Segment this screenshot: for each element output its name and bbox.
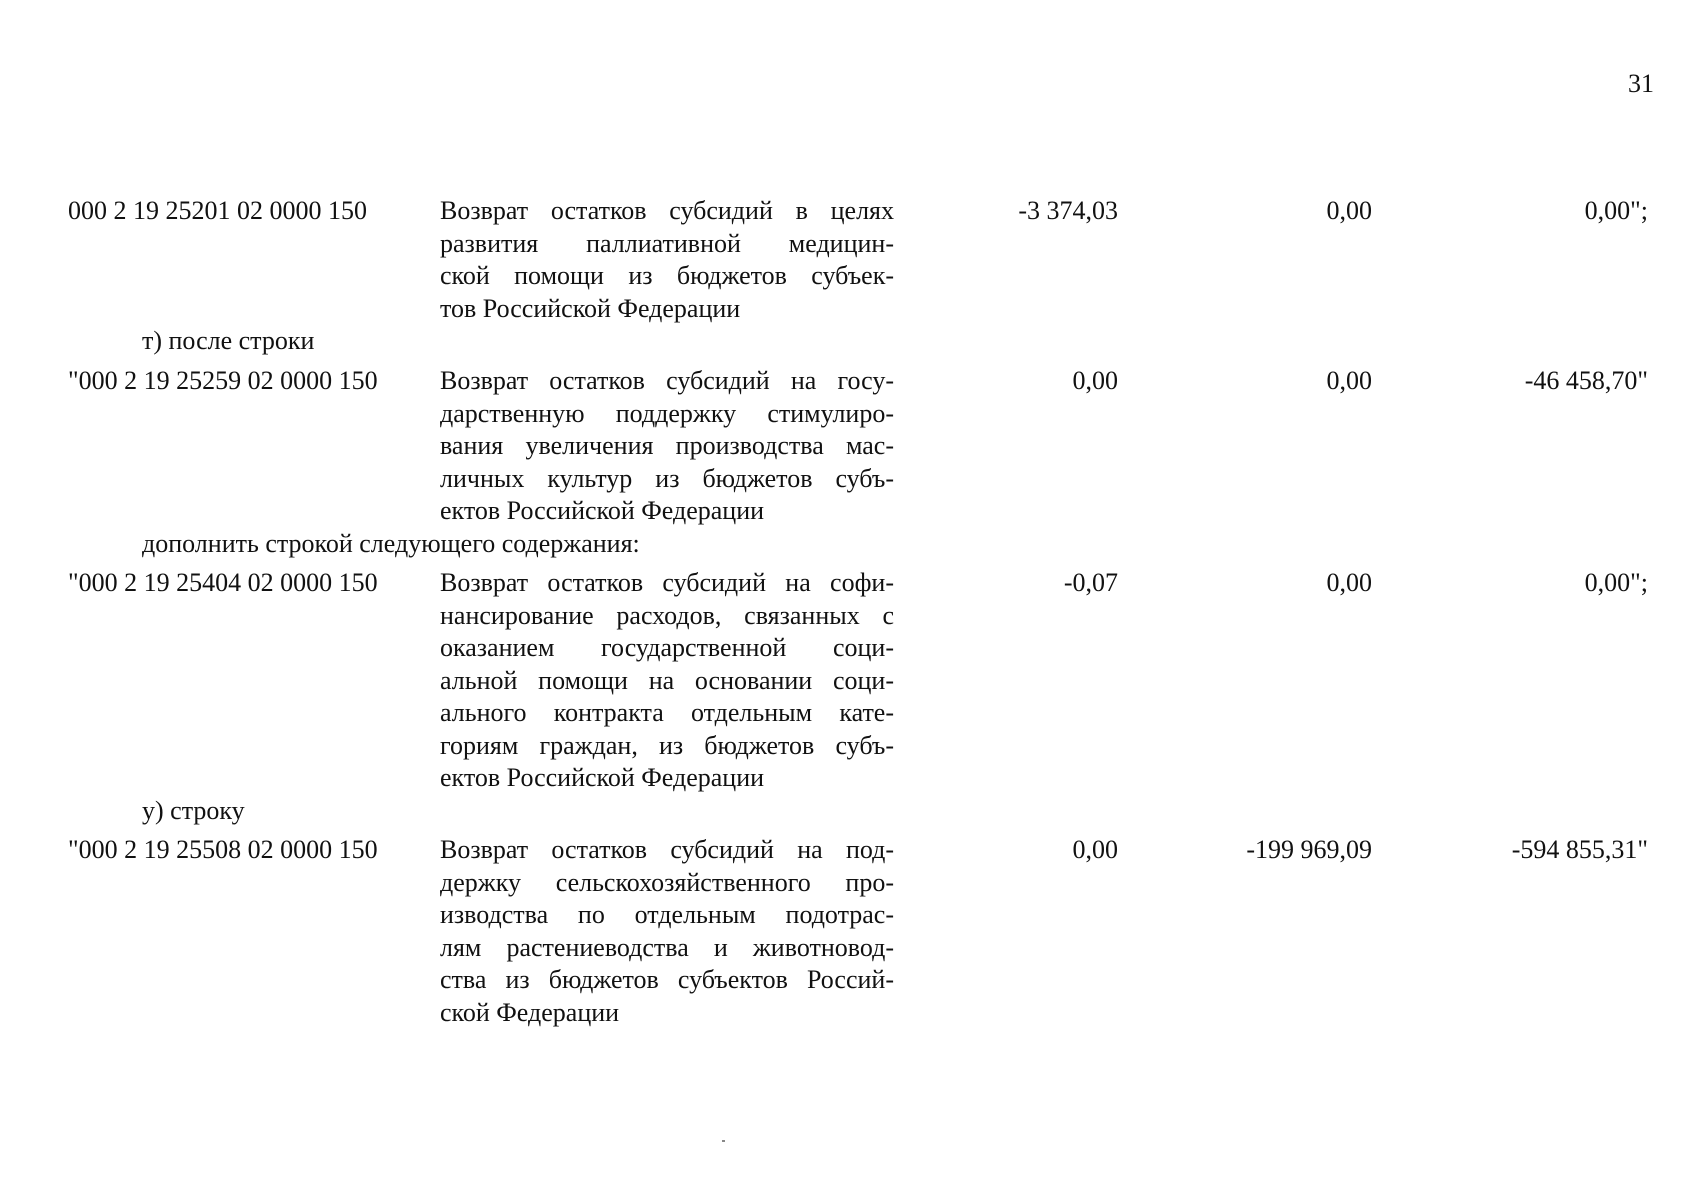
- description-line: Возврат остатков субсидий в целях: [440, 196, 894, 225]
- note-after-row: т) после строки: [142, 326, 315, 355]
- description-line: дарственную поддержку стимулиро-: [440, 398, 894, 428]
- description-line: ской Федерации: [440, 997, 620, 1027]
- description-line: ства из бюджетов субъектов Россий-: [440, 965, 894, 994]
- description-line: оказанием государственной соци-: [440, 633, 894, 662]
- row-description: [440, 834, 894, 1029]
- row-description: [440, 195, 894, 325]
- description-line: ектов Российской Федерации: [440, 496, 765, 525]
- description-line: ской помощи из бюджетов субъек-: [440, 261, 894, 290]
- budget-code: "000 2 19 25508 02 0000 150: [68, 835, 378, 864]
- description-line: развития паллиативной медицин-: [440, 228, 894, 258]
- description-line: гориям граждан, из бюджетов субъ-: [440, 730, 894, 760]
- description-line: нансирование расходов, связанных с: [440, 600, 894, 630]
- budget-code: 000 2 19 25201 02 0000 150: [68, 196, 367, 225]
- value-col-1: -0,07: [1063, 568, 1118, 597]
- description-line: тов Российской Федерации: [440, 293, 741, 323]
- value-col-2: 0,00: [1326, 568, 1372, 597]
- value-col-2: 0,00: [1326, 366, 1372, 395]
- description-line: вания увеличения производства мас-: [440, 431, 894, 460]
- description-line: ального контракта отдельным кате-: [440, 698, 894, 727]
- note-add-row: дополнить строкой следующего содержания:: [142, 529, 640, 558]
- page-number: 31: [1628, 69, 1654, 98]
- description-line: изводства по отдельным подотрас-: [440, 900, 894, 929]
- description-line: лям растениеводства и животновод-: [440, 932, 894, 962]
- budget-code: "000 2 19 25259 02 0000 150: [68, 366, 378, 395]
- value-col-2: -199 969,09: [1246, 835, 1372, 864]
- description-line: Возврат остатков субсидий на софи-: [440, 568, 894, 597]
- value-col-1: 0,00: [1072, 835, 1118, 864]
- value-col-3: 0,00";: [1584, 196, 1648, 225]
- note-row-label: у) строку: [142, 796, 245, 825]
- scan-dot: [722, 1140, 725, 1142]
- row-description: [440, 567, 894, 795]
- row-description: [440, 365, 894, 528]
- value-col-3: 0,00";: [1584, 568, 1648, 597]
- description-line: Возврат остатков субсидий на госу-: [440, 366, 894, 395]
- description-line: ектов Российской Федерации: [440, 763, 765, 792]
- description-line: личных культур из бюджетов субъ-: [440, 463, 894, 493]
- description-line: Возврат остатков субсидий на под-: [440, 835, 894, 864]
- value-col-1: -3 374,03: [1018, 196, 1118, 225]
- description-line: держку сельскохозяйственного про-: [440, 867, 894, 897]
- value-col-3: -46 458,70": [1524, 366, 1648, 395]
- value-col-1: 0,00: [1072, 366, 1118, 395]
- value-col-2: 0,00: [1326, 196, 1372, 225]
- value-col-3: -594 855,31": [1511, 835, 1648, 864]
- description-line: альной помощи на основании соци-: [440, 665, 894, 695]
- budget-code: "000 2 19 25404 02 0000 150: [68, 568, 378, 597]
